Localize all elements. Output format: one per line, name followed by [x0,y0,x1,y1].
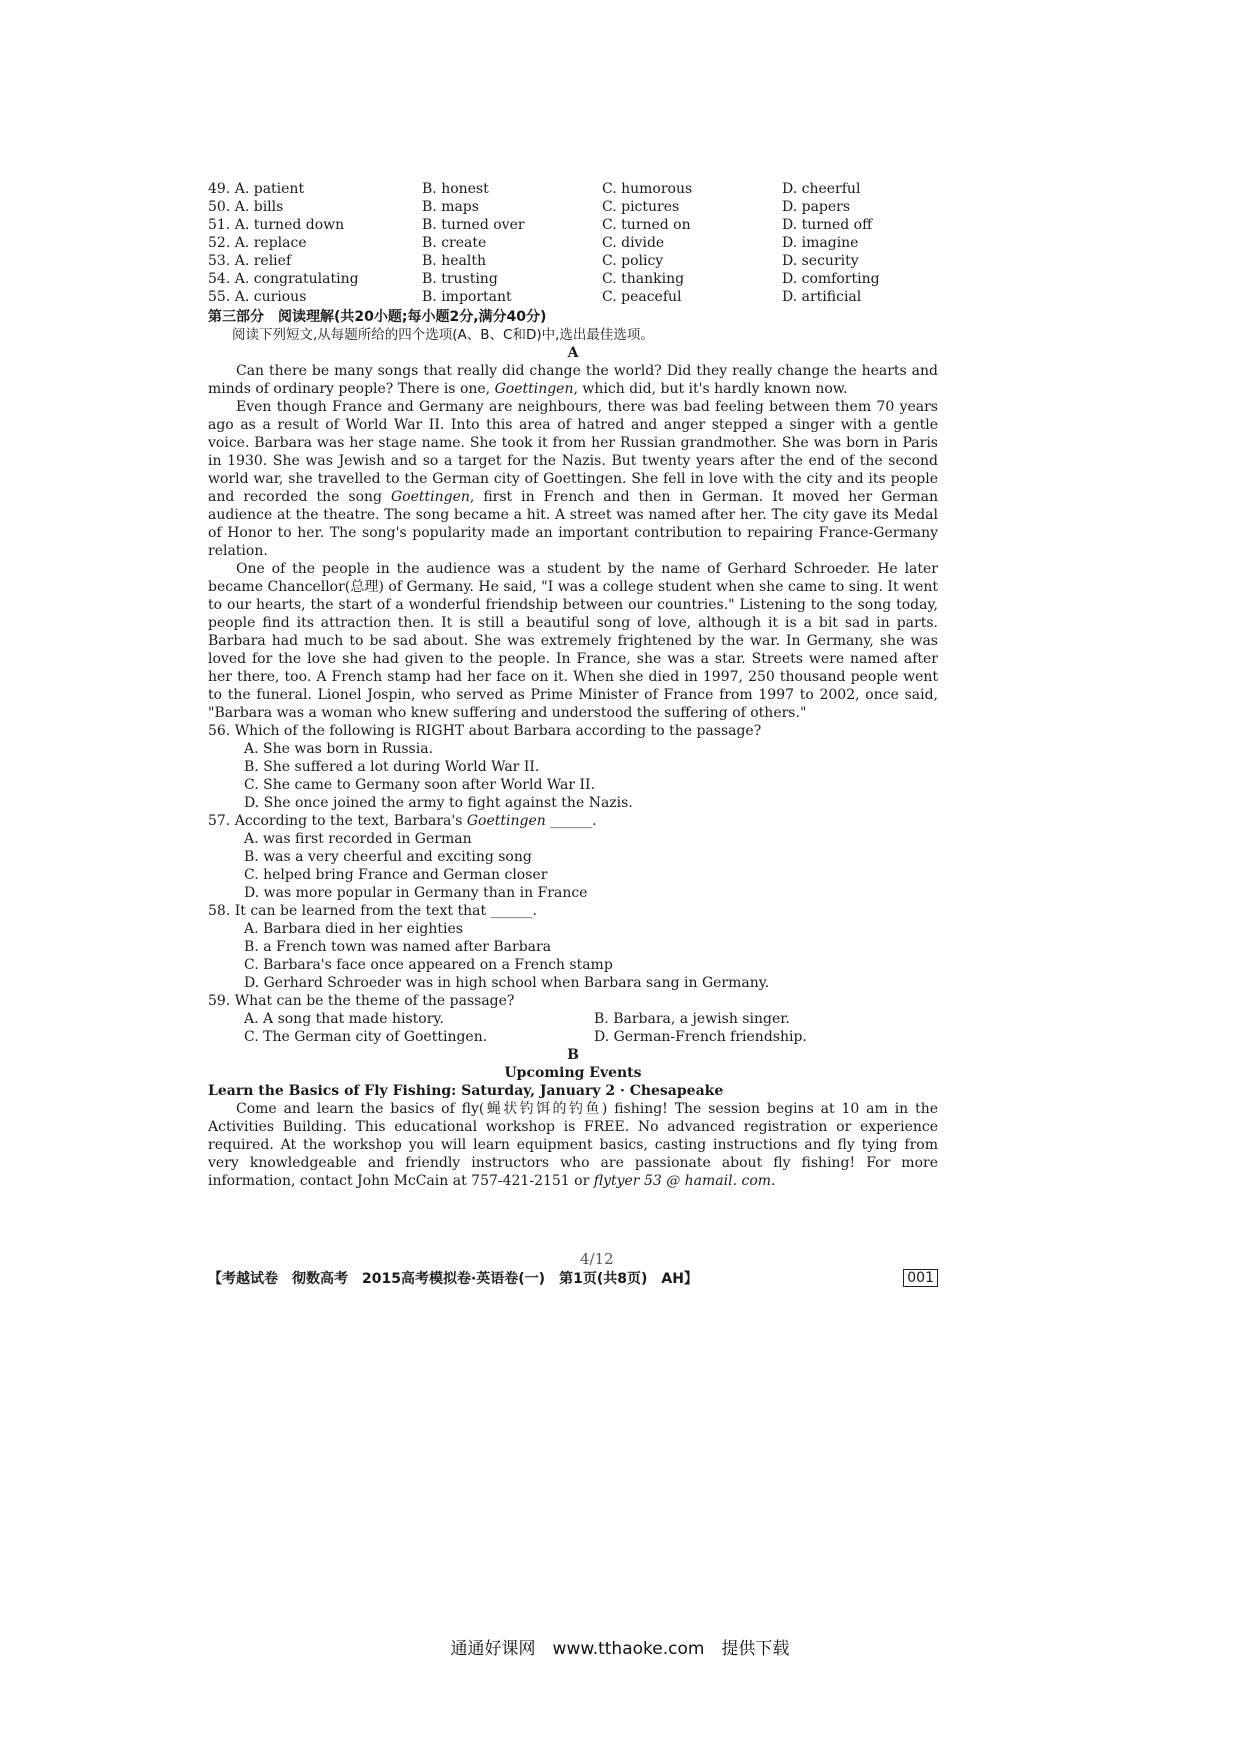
choice-row [208,1028,938,1046]
choice-d: D. German-French friendship. [594,1029,807,1045]
footer-label: 【考越试卷 彻数高考 2015高考模拟卷·英语卷(一) 第1页(共8页) AH】 [208,1271,698,1287]
choice-b: B. She suffered a lot during World War II. [244,759,540,775]
option-cell: D. security [782,253,859,269]
option-cell: B. health [422,253,486,269]
question-56 [208,722,938,812]
section-title: 第三部分 阅读理解(共20小题;每小题2分,满分40分) [208,309,547,325]
option-cell: D. imagine [782,235,859,251]
passage-b-letter: B [567,1047,579,1063]
option-cell: D. comforting [782,271,880,287]
passage-a-paragraph-1: Can there be many songs that really did change the world? Did they really change the hearts and minds of ordinary people? There is one, Goettingen, which did, but it's hardly known now. [208,363,938,397]
question-stem: 58. It can be learned from the text that ______. [208,903,537,919]
choice-d: D. She once joined the army to fight against the Nazis. [244,795,633,811]
option-cell: 55. A. curious [208,289,307,305]
choice-a: A. was first recorded in German [244,831,472,847]
page-footer [208,1266,938,1290]
option-cell: B. trusting [422,271,498,287]
option-cell: 51. A. turned down [208,217,345,233]
page-mark: 4/12 [580,1250,614,1268]
option-cell: D. cheerful [782,181,861,197]
choice-c: C. Barbara's face once appeared on a French stamp [244,957,613,973]
option-cell: 54. A. congratulating [208,271,359,287]
option-cell: C. turned on [602,217,691,233]
option-cell: B. turned over [422,217,525,233]
question-stem: 59. What can be the theme of the passage? [208,993,515,1009]
option-cell: C. peaceful [602,289,682,305]
passage-a-letter: A [567,345,579,361]
option-cell: B. important [422,289,512,305]
option-cell: B. maps [422,199,479,215]
option-cell: 50. A. bills [208,199,284,215]
choice-a: A. Barbara died in her eighties [244,921,463,937]
question-stem: 56. Which of the following is RIGHT about Barbara according to the passage? [208,723,762,739]
option-cell: C. pictures [602,199,680,215]
choice-b: B. Barbara, a jewish singer. [594,1011,790,1027]
question-stem: 57. According to the text, Barbara's Goettingen ______. [208,813,597,829]
option-cell: D. turned off [782,217,873,233]
option-cell: C. thanking [602,271,685,287]
option-cell: 49. A. patient [208,181,305,197]
choice-d: D. was more popular in Germany than in France [244,885,588,901]
passage-b-title: Upcoming Events [504,1065,642,1081]
option-cell: D. papers [782,199,851,215]
choice-b: B. a French town was named after Barbara [244,939,552,955]
option-cell: C. divide [602,235,665,251]
choice-c: C. She came to Germany soon after World War II. [244,777,596,793]
exam-page [208,180,938,1190]
question-59 [208,992,938,1046]
question-58 [208,902,938,992]
option-cell: B. honest [422,181,489,197]
event-title: Learn the Basics of Fly Fishing: Saturday, January 2 · Chesapeake [208,1083,724,1099]
event-description: Come and learn the basics of fly(蝇状钓饵的钓鱼) fishing! The session begins at 10 am in the Activities Building. This educational workshop is FREE. No advanced registration or experience required. At the workshop you will learn equipment basics, casting instructions and fly tying from very knowledgeable and friendly instructors who are passionate about fly fishing! For more information, contact John McCain at 757-421-2151 or flytyer 53 @ hamail. com. [208,1101,938,1189]
option-cell: 53. A. relief [208,253,292,269]
choice-d: D. Gerhard Schroeder was in high school when Barbara sang in Germany. [244,975,770,991]
passage-a-paragraph-3: One of the people in the audience was a student by the name of Gerhard Schroeder. He later became Chancellor(总理) of Germany. He said, "I was a college student when she came to sing. It went to our hearts, the start of a wonderful friendship between our countries." Listening to the song today, people find its attraction then. It is still a beautiful song of love, although it is a bit sad in parts. Barbara had much to be sad about. She was extremely frightened by the war. In Germany, she was loved for the love she had given to the people. In France, she was a star. Streets were named after her there, too. A French stamp had her face on it. When she died in 1997, 250 thousand people went to the funeral. Lionel Jospin, who served as Prime Minister of France from 1997 to 2002, once said, "Barbara was a woman who knew suffering and understood the suffering of others." [208,561,938,721]
choice-b: B. was a very cheerful and exciting song [244,849,532,865]
option-cell: B. create [422,235,487,251]
option-table [208,180,938,306]
section-instruction: 阅读下列短文,从每题所给的四个选项(A、B、C和D)中,选出最佳选项。 [232,327,654,343]
choice-a: A. She was born in Russia. [244,741,434,757]
option-cell: C. humorous [602,181,693,197]
choice-c: C. The German city of Goettingen. [244,1029,488,1045]
option-cell: 52. A. replace [208,235,307,251]
contact-email: flytyer 53 @ hamail. com [593,1173,772,1189]
option-cell: C. policy [602,253,664,269]
choice-a: A. A song that made history. [244,1011,444,1027]
question-57 [208,812,938,902]
watermark-text: 通通好课网 www.tthaoke.com 提供下载 [450,1639,790,1659]
passage-a-paragraph-2: Even though France and Germany are neighbours, there was bad feeling between them 70 years ago as a result of World War II. Into this area of hatred and anger stepped a singer with a gentle voice. Barbara was her stage name. She took it from her Russian grandmother. She was born in Paris in 1930. She was Jewish and so a target for the Nazis. But twenty years after the end of the second world war, she travelled to the German city of Goettingen. She fell in love with the city and its people and recorded the song Goettingen, first in French and then in German. It moved her German audience at the theatre. The song became a hit. A street was named after her. The city gave its Medal of Honor to her. The song's popularity made an important contribution to repairing France-Germany relation. [208,399,938,559]
choice-row [208,1010,938,1028]
footer-code: 001 [903,1269,938,1287]
choice-c: C. helped bring France and German closer [244,867,548,883]
option-cell: D. artificial [782,289,862,305]
